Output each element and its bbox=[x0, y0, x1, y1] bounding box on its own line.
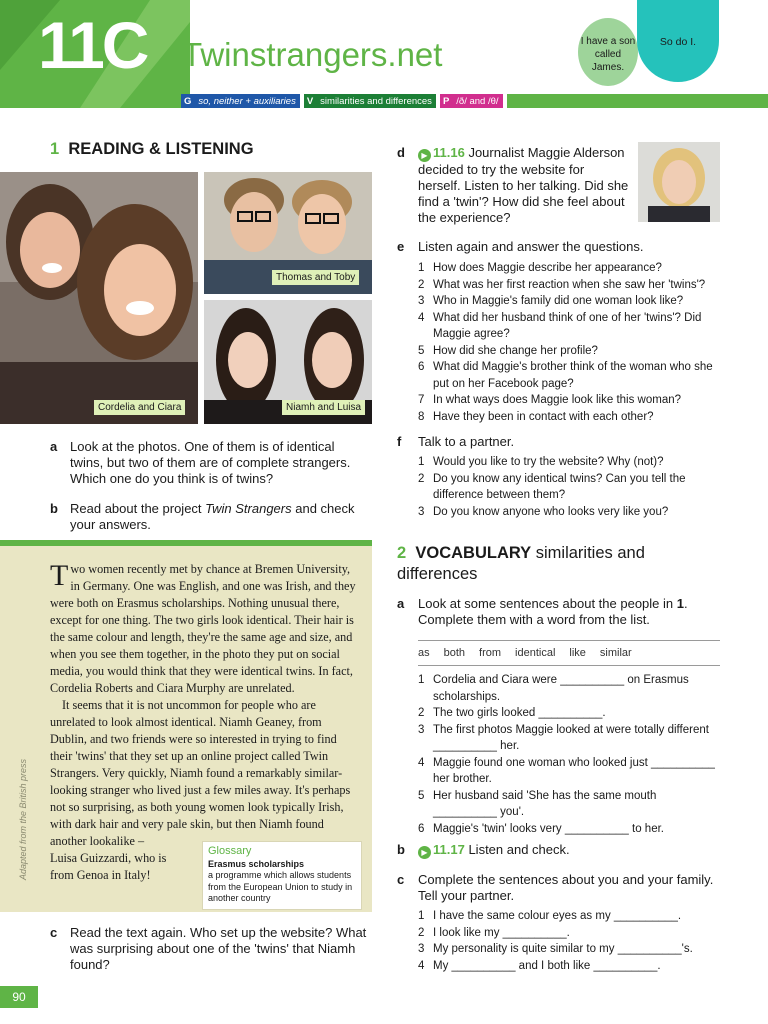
section-2-heading: 2 VOCABULARY similarities and differences bbox=[397, 544, 645, 583]
list-item: 4 Maggie found one woman who looked just __________ her brother. bbox=[418, 756, 715, 785]
list-item: 2 The two girls looked __________. bbox=[418, 707, 606, 719]
exercise-letter: b bbox=[397, 842, 405, 857]
grammar-tag: G so, neither + auxiliaries bbox=[181, 94, 300, 108]
list-item: 1 Would you like to try the website? Why (not)? bbox=[418, 456, 664, 468]
list-item: 1 I have the same colour eyes as my __________. bbox=[418, 910, 682, 922]
list-item: 3 Do you know anyone who looks very like you? bbox=[418, 505, 669, 518]
word-item: similar bbox=[599, 647, 632, 659]
exercise-1b-text: Read about the project Twin Strangers and check your answers. bbox=[70, 501, 355, 532]
exercise-letter: c bbox=[397, 872, 405, 887]
list-item: 3 Who in Maggie's family did one woman look like? bbox=[418, 295, 684, 307]
page-number: 90 bbox=[0, 986, 38, 1008]
glossary-title: Glossary bbox=[208, 845, 252, 857]
unit-number: 11C bbox=[38, 8, 147, 82]
exercise-letter: c bbox=[50, 925, 58, 940]
photo-thomas-toby bbox=[204, 172, 372, 294]
page-title: Twinstrangers.net bbox=[182, 36, 443, 73]
pronunciation-tag: P /ð/ and /θ/ bbox=[440, 94, 503, 108]
exercise-letter: d bbox=[397, 145, 405, 160]
glossary-word: Erasmus scholarships bbox=[208, 858, 305, 869]
exercise-letter: b bbox=[50, 501, 58, 516]
photo-niamh-luisa bbox=[204, 300, 372, 424]
list-item: 7 In what ways does Maggie look like this woman? bbox=[418, 394, 682, 406]
exercise-1e-text: Listen again and answer the questions. bbox=[418, 239, 644, 254]
exercise-2a-list bbox=[418, 672, 722, 837]
word-item: like bbox=[569, 647, 586, 659]
list-item: 2 Do you know any identical twins? Can you tell the difference between them? bbox=[418, 472, 686, 501]
list-item: 3 The first photos Maggie looked at were totally different __________ her. bbox=[418, 723, 709, 752]
list-item: 5 Her husband said 'She has the same mouth __________ you'. bbox=[418, 789, 657, 818]
list-item: 6 What did Maggie's brother think of the woman who she put on her Facebook page? bbox=[418, 361, 713, 390]
word-item: identical bbox=[515, 647, 556, 659]
exercise-letter: f bbox=[397, 434, 402, 449]
list-item: 1 Cordelia and Ciara were __________ on Erasmus scholarships. bbox=[418, 674, 689, 703]
exercise-1f-list bbox=[418, 454, 720, 520]
speech-bubble-left: I have a son called James. bbox=[578, 18, 638, 86]
exercise-letter: a bbox=[397, 596, 405, 611]
exercise-2a-text: Look at some sentences about the people in 1. Complete them with a word from the list. bbox=[418, 596, 688, 627]
reading-text: Two women recently met by chance at Bremen University, in Germany. One was English, and one was Irish, and they were both on Erasmus scholarships. Nothing unusual there, except for one thing. The two girls look identical. Their hair is the same colour and length, they're the same age and size, and when you see them together, in the photo they put on social media, you would think that they were identical twins. In fact, Cordelia Roberts and Ciara Murphy are unrelated. It seems that it is not uncommon for people who are unrelated to look almost identical. Niamh Geaney, from Dublin, and two friends were so interested in trying to find their 'twins' that they set up an online project called Twin Strangers. Very quickly, Niamh found a remarkably similar-looking stranger who lived just a few miles away. It's perhaps not so surprising, as both young women look typically Irish, with dark hair and very pale skin, but then Niamh found another lookalike – Luisa Guizzardi, who is from Genoa in Italy! bbox=[50, 559, 356, 882]
word-item: both bbox=[443, 647, 466, 659]
list-item: 2 I look like my __________. bbox=[418, 926, 570, 939]
word-list bbox=[418, 640, 720, 666]
exercise-1d-text: ▶ 11.16 Journalist Maggie Alderson decided to try the website for herself. Listen to her talking. Did she find a 'twin'? How did she feel about the experience? bbox=[418, 145, 629, 225]
photo-cordelia-ciara bbox=[0, 172, 198, 424]
list-item: 3 My personality is quite similar to my __________'s. bbox=[418, 943, 693, 955]
exercise-2c-list bbox=[418, 908, 720, 974]
source-credit: Adapted from the British press bbox=[18, 758, 28, 880]
photo-caption: Cordelia and Ciara bbox=[94, 400, 185, 415]
photo-caption: Thomas and Toby bbox=[272, 270, 359, 285]
exercise-2b-text: ▶ 11.17 Listen and check. bbox=[418, 842, 718, 859]
vocabulary-tag: V similarities and differences bbox=[304, 94, 436, 108]
exercise-1e-list bbox=[418, 260, 720, 425]
photo-maggie-alderson bbox=[638, 142, 720, 222]
list-item: 6 Maggie's 'twin' looks very __________ to her. bbox=[418, 822, 664, 835]
section-1-heading: 1 READING & LISTENING bbox=[50, 140, 254, 158]
exercise-letter: a bbox=[50, 439, 58, 454]
list-item: 4 What did her husband think of one of her 'twins'? Did Maggie agree? bbox=[418, 311, 702, 340]
list-item: 4 My __________ and I both like __________. bbox=[418, 959, 661, 972]
word-item: as bbox=[418, 647, 430, 659]
speech-bubble-right: So do I. bbox=[637, 0, 719, 82]
drop-cap: T bbox=[50, 559, 69, 592]
exercise-1a-text: Look at the photos. One of them is of identical twins, but two of them are of complete strangers. Which one do you think is of twins? bbox=[70, 439, 351, 486]
exercise-1c-text: Read the text again. Who set up the website? What was surprising about one of the 'twins' that Niamh found? bbox=[70, 925, 367, 972]
audio-icon[interactable]: ▶ bbox=[418, 846, 431, 859]
photo-caption: Niamh and Luisa bbox=[282, 400, 365, 415]
list-item: 8 Have they been in contact with each other? bbox=[418, 410, 654, 423]
exercise-letter: e bbox=[397, 239, 405, 254]
list-item: 5 How did she change her profile? bbox=[418, 344, 598, 357]
audio-icon[interactable]: ▶ bbox=[418, 149, 431, 162]
exercise-2c-text: Complete the sentences about you and your family. Tell your partner. bbox=[418, 872, 714, 903]
glossary-box bbox=[202, 841, 362, 910]
topic-tags bbox=[181, 94, 507, 108]
list-item: 1 How does Maggie describe her appearance? bbox=[418, 262, 662, 274]
reading-text-panel bbox=[0, 540, 372, 912]
word-item: from bbox=[479, 647, 502, 659]
list-item: 2 What was her first reaction when she saw her 'twins'? bbox=[418, 278, 706, 291]
glossary-definition: a programme which allows students from the European Union to study in another country bbox=[208, 870, 353, 903]
exercise-1f-text: Talk to a partner. bbox=[418, 434, 515, 449]
